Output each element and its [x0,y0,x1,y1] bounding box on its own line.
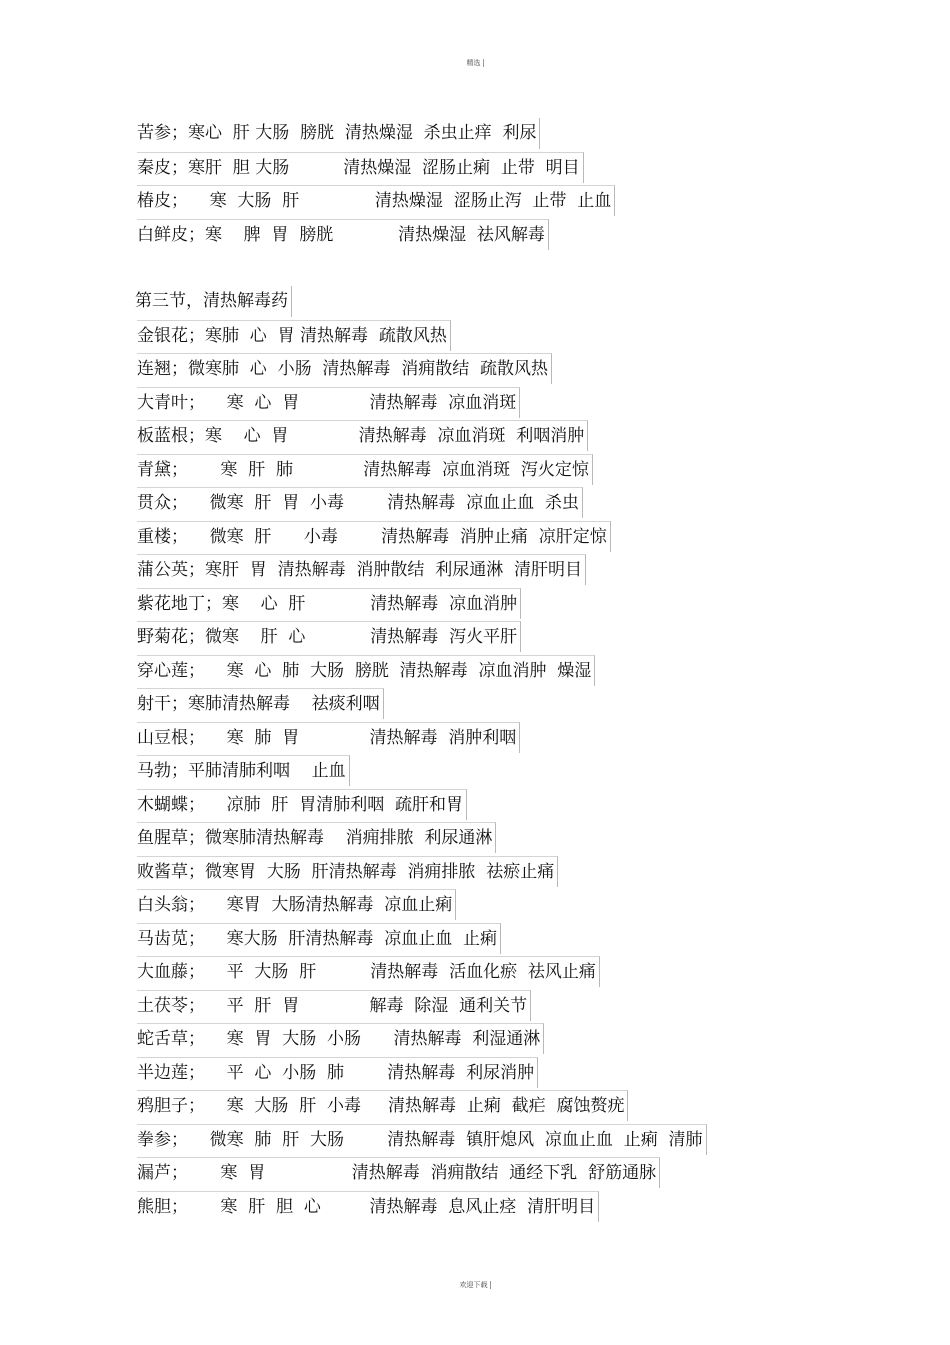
herb-line: 板蓝根；寒 心 胃 清热解毒 凉血消斑 利咽消肿 [137,420,588,451]
herb-line: 贯众； 微寒 肝 胃 小毒 清热解毒 凉血止血 杀虫 [137,487,583,518]
section-title: 第三节，清热解毒药 [135,286,292,317]
herb-line: 熊胆； 寒 肝 胆 心 清热解毒 息风止痉 清肝明目 [137,1191,599,1222]
herb-line: 连翘；微寒肺 心 小肠 清热解毒 消痈散结 疏散风热 [137,353,552,384]
herb-line: 苦参；寒心 肝 大肠 膀胱 清热燥湿 杀虫止痒 利尿 [137,118,540,149]
herb-line: 射干；寒肺清热解毒 祛痰利咽 [137,688,384,719]
herb-line: 金银花；寒肺 心 胃 清热解毒 疏散风热 [137,320,451,351]
herb-line: 青黛； 寒 肝 肺 清热解毒 凉血消斑 泻火定惊 [137,454,593,485]
herb-line: 白鲜皮；寒 脾 胃 膀胱 清热燥湿 祛风解毒 [137,219,549,250]
herb-line: 白头翁； 寒胃 大肠清热解毒 凉血止痢 [137,889,456,920]
herb-line: 漏芦； 寒 胃 清热解毒 消痈散结 通经下乳 舒筋通脉 [137,1157,660,1188]
page-footer: 欢迎下载 [0,1280,950,1290]
herb-line: 鸦胆子； 寒 大肠 肝 小毒 清热解毒 止痢 截疟 腐蚀赘疣 [137,1090,628,1121]
herb-line: 紫花地丁；寒 心 肝 清热解毒 凉血消肿 [137,588,521,619]
herb-line: 野菊花；微寒 肝 心 清热解毒 泻火平肝 [137,621,521,652]
herb-line: 半边莲； 平 心 小肠 肺 清热解毒 利尿消肿 [137,1057,538,1088]
herb-line: 木蝴蝶； 凉肺 肝 胃清肺利咽 疏肝和胃 [137,789,467,820]
herb-line: 大血藤； 平 大肠 肝 清热解毒 活血化瘀 祛风止痛 [137,956,600,987]
herb-line: 马齿苋； 寒大肠 肝清热解毒 凉血止血 止痢 [137,923,501,954]
herb-line: 鱼腥草；微寒肺清热解毒 消痈排脓 利尿通淋 [137,822,496,853]
herb-line: 马勃；平肺清肺利咽 止血 [137,755,350,786]
page-header: 精选 [0,58,950,68]
herb-line: 土茯苓； 平 肝 胃 解毒 除湿 通利关节 [137,990,531,1021]
herb-line: 拳参； 微寒 肺 肝 大肠 清热解毒 镇肝熄风 凉血止血 止痢 清肺 [137,1124,707,1155]
herb-line: 败酱草；微寒胃 大肠 肝清热解毒 消痈排脓 祛瘀止痛 [137,856,558,887]
herb-line: 蛇舌草； 寒 胃 大肠 小肠 清热解毒 利湿通淋 [137,1023,544,1054]
herb-line: 重楼； 微寒 肝 小毒 清热解毒 消肿止痛 凉肝定惊 [137,521,611,552]
herb-line: 穿心莲； 寒 心 肺 大肠 膀胱 清热解毒 凉血消肿 燥湿 [137,655,595,686]
herb-line: 椿皮； 寒 大肠 肝 清热燥湿 涩肠止泻 止带 止血 [137,185,615,216]
herb-line: 秦皮；寒肝 胆 大肠 清热燥湿 涩肠止痢 止带 明目 [137,152,584,183]
herb-line: 山豆根； 寒 肺 胃 清热解毒 消肿利咽 [137,722,520,753]
herb-line: 大青叶； 寒 心 胃 清热解毒 凉血消斑 [137,387,520,418]
herb-line: 蒲公英；寒肝 胃 清热解毒 消肿散结 利尿通淋 清肝明目 [137,554,586,585]
